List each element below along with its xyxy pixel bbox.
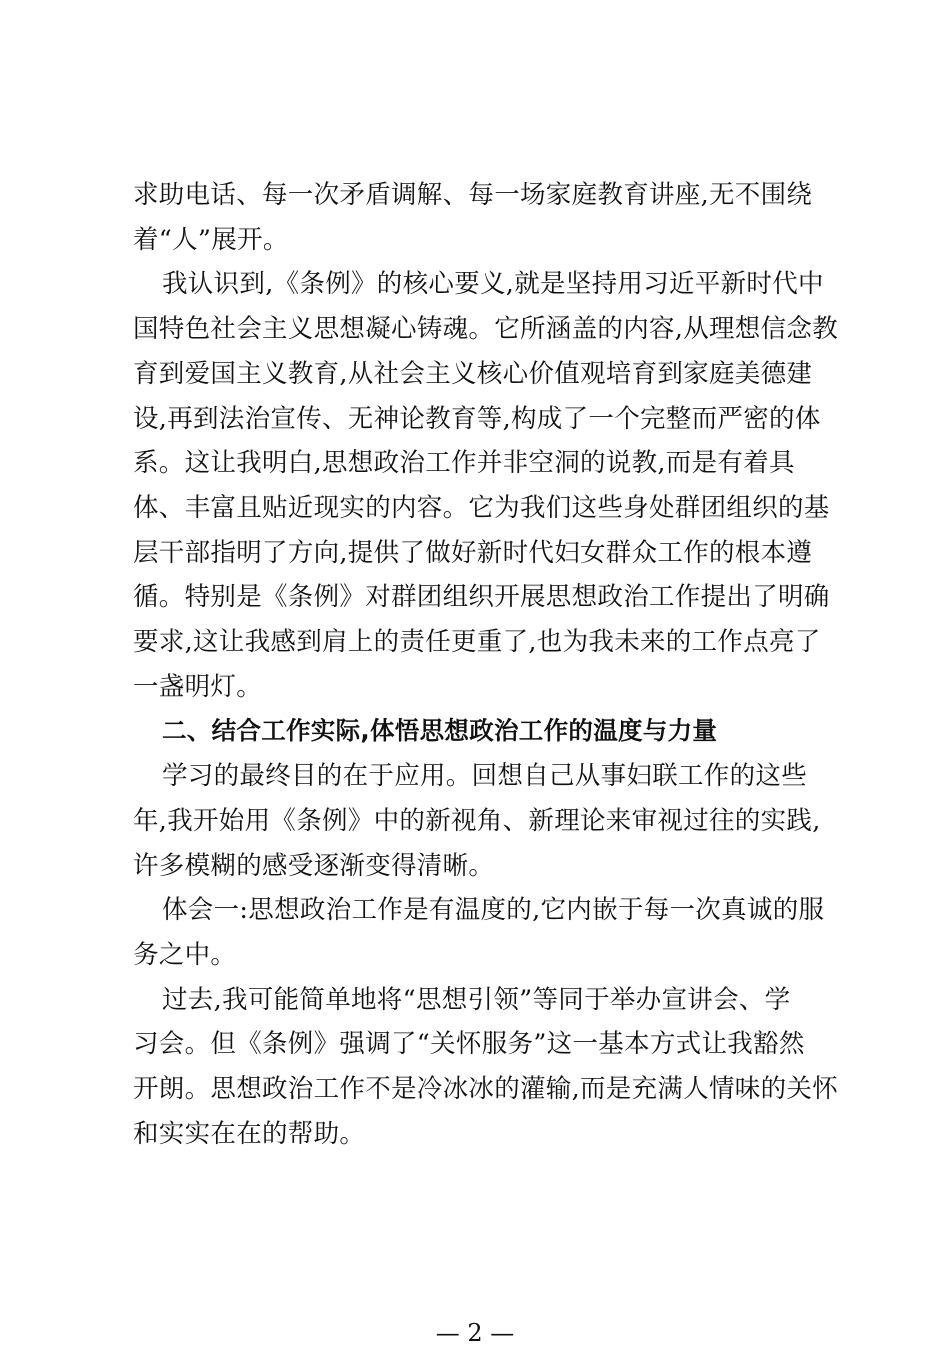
text-line: 要求,这让我感到肩上的责任更重了,也为我未来的工作点亮了 xyxy=(133,627,821,657)
text-line: 设,再到法治宣传、无神论教育等,构成了一个完整而严密的体 xyxy=(133,403,821,434)
text-line: 开朗。思想政治工作不是冷冰冰的灌输,而是充满人情味的关怀 xyxy=(133,1074,839,1104)
text-line: 系。这让我明白,思想政治工作并非空洞的说教,而是有着具 xyxy=(133,448,795,479)
text-line: 着“人”展开。 xyxy=(133,224,289,255)
section-heading: 二、结合工作实际,体悟思想政治工作的温度与力量 xyxy=(162,716,718,746)
page-number: — 2 — xyxy=(435,1319,515,1347)
text-line: 育到爱国主义教育,从社会主义核心价值观培育到家庭美德建 xyxy=(133,358,813,389)
text-line: 许多模糊的感受逐渐变得清晰。 xyxy=(133,850,495,881)
text-line: 体、丰富且贴近现实的内容。它为我们这些身处群团组织的基 xyxy=(133,492,830,523)
text-line: 一盏明灯。 xyxy=(133,671,263,702)
text-line: 体会一:思想政治工作是有温度的,它内嵌于每一次真诚的服 xyxy=(162,895,825,926)
text-line: 务之中。 xyxy=(133,939,237,970)
text-line: 国特色社会主义思想凝心铸魂。它所涵盖的内容,从理想信念教 xyxy=(133,314,839,345)
text-line: 习会。但《条例》强调了“关怀服务”这一基本方式让我豁然 xyxy=(133,1029,805,1060)
text-line: 层干部指明了方向,提供了做好新时代妇女群众工作的根本遵 xyxy=(133,537,813,568)
text-line: 学习的最终目的在于应用。回想自己从事妇联工作的这些 xyxy=(162,761,808,792)
text-line: 我认识到,《条例》的核心要义,就是坚持用习近平新时代中 xyxy=(162,269,824,300)
text-line: 求助电话、每一次矛盾调解、每一场家庭教育讲座,无不围绕 xyxy=(133,180,813,210)
text-line: 和实实在在的帮助。 xyxy=(133,1118,366,1149)
text-line: 过去,我可能简单地将“思想引领”等同于举办宣讲会、学 xyxy=(162,984,791,1015)
text-line: 年,我开始用《条例》中的新视角、新理论来审视过往的实践, xyxy=(133,805,821,836)
text-line: 循。特别是《条例》对群团组织开展思想政治工作提出了明确 xyxy=(133,582,830,613)
